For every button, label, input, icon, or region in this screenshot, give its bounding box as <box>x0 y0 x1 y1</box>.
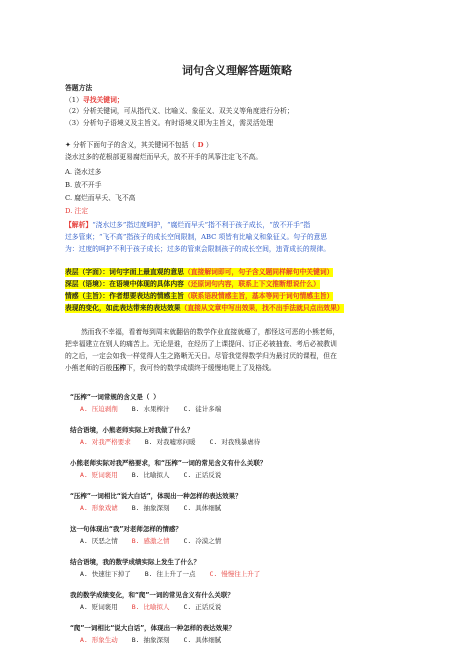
rule-deep-title: 深层（语境）：在语境中体现的具体内容 <box>65 280 184 288</box>
rule-emotion-note: （联系语段情感主旨，基本等同于词句情感主旨） <box>183 292 334 300</box>
example-option-d: D. 注定 <box>65 207 89 215</box>
question-7-options <box>80 602 235 611</box>
passage-line-4 <box>65 364 276 373</box>
question-5-option-b: B. 感激之情 <box>131 537 170 545</box>
question-8-text: “爬”一词相比“说大白话”，体现出一种怎样的表达效果？ <box>70 624 236 632</box>
rule-surface-title: 表层（字面）：词句字面上最直观的意思 <box>65 268 184 276</box>
question-3-options <box>80 470 235 479</box>
method-heading: 答题方法 <box>65 84 93 92</box>
passage-keyword: 压榨 <box>112 364 127 372</box>
question-7-option-a: A. 贬词褒用 <box>80 603 118 611</box>
question-2-options <box>80 437 274 446</box>
analysis-text-1: “浇水过多”指过度呵护，“腐烂而早夭”指不利于孩子成长，“放不开手”指 <box>92 221 311 229</box>
question-8-option-b: B. 抽象深刻 <box>131 636 170 644</box>
question-8-option-c: C. 具体细腻 <box>183 636 222 644</box>
question-1-option-a: A. 压迫剥削 <box>80 405 118 413</box>
method-step-1 <box>65 96 124 105</box>
example-option-c: C. 腐烂而早夭、飞不高 <box>65 194 136 202</box>
question-6-options <box>80 569 274 578</box>
rule-deep <box>65 280 320 289</box>
question-1-option-b: B. 水果榨汁 <box>131 405 170 413</box>
question-2-option-b: B. 对我嘘寒问暖 <box>144 438 196 446</box>
question-3-option-b: B. 比喻拟人 <box>131 471 170 479</box>
passage-line-1: 然而我不幸福，看着每到周末就翻倍的数学作业直接就瘪了，都怪这可恶的小熊老师， <box>81 328 340 336</box>
passage-line-4-post: 下，我可怜的数学成绩终于缓慢地爬上了及格线。 <box>126 364 276 372</box>
rule-surface-note: （直接解词即可，句子含义题同样解句中关键词） <box>183 268 334 276</box>
step-1-text: 寻找关键词； <box>82 96 124 104</box>
question-3-option-a: A. 贬词褒用 <box>80 471 118 479</box>
passage-line-4-pre: 小熊老师的百般 <box>65 364 113 372</box>
question-8-options <box>80 635 235 644</box>
question-6-text: 结合语境，我的数学成绩实际上发生了什么？ <box>70 558 200 566</box>
page-title: 词句含义理解答题策略 <box>182 64 292 77</box>
question-4-option-b: B. 抽象深刻 <box>131 504 170 512</box>
question-1-text: “压榨”一词常规的含义是（ ） <box>70 393 160 401</box>
analysis-line-3: 为：过度的呵护不利于孩子成长；过多的管束会限制孩子的成长空间，违背成长的规律。 <box>65 245 331 253</box>
passage-line-2: 把幸福建立在别人的痛苦上。无论是谁，在经历了上课提问、订正必被抽查、考后必被教训 <box>65 340 337 348</box>
example-sentence: 浇水过多的花根部更易腐烂而早夭，放不开手的风筝注定飞不高。 <box>65 153 263 161</box>
rule-effect <box>65 304 344 313</box>
analysis-tag: 【解析】 <box>65 221 93 229</box>
example-option-b: B. 放不开手 <box>65 181 102 189</box>
bullet-icon: ✦ <box>65 141 73 149</box>
step-1-number: （1） <box>65 96 83 104</box>
question-6-option-b: B. 往上升了一点 <box>144 570 196 578</box>
question-7-option-b: B. 比喻拟人 <box>131 603 170 611</box>
question-2-option-a: A. 对我严格要求 <box>80 438 131 446</box>
question-answer: D <box>195 141 206 149</box>
question-5-option-a: A. 厌恶之情 <box>80 537 118 545</box>
question-close: ） <box>205 141 213 149</box>
question-1-options <box>80 404 235 413</box>
question-4-text: “压榨”一词相比“说大白话”，体现出一种怎样的表达效果？ <box>70 492 242 500</box>
question-8-option-a: A. 形象生动 <box>80 636 118 644</box>
question-4-options <box>80 503 235 512</box>
question-6-option-c: C. 慢慢往上升了 <box>209 570 261 578</box>
question-6-option-a: A. 快速往下掉了 <box>80 570 131 578</box>
analysis-line-1 <box>65 221 310 230</box>
passage-line-3: 的之后，一定会如我一样觉得人生之路晰无天日。尽管我觉得数学归为最讨厌的课程，但在 <box>65 352 337 360</box>
example-option-a: A. 浇水过多 <box>65 168 102 176</box>
question-5-text: 这一句体现出“我”对老师怎样的情感？ <box>70 525 182 533</box>
question-2-option-c: C. 对我残暴虐待 <box>209 438 261 446</box>
method-step-2: （2）分析关键词，可从指代义、比喻义、象征义、双关义等角度进行分析； <box>65 107 294 115</box>
question-4-option-a: A. 形象戏谑 <box>80 504 118 512</box>
method-step-3: （3）分析句子语境义及主旨义。有时语境义即为主旨义，需灵活处理 <box>65 119 274 127</box>
question-3-text: 小熊老师实际对我严格要求，和“压榨”一词的常见含义有什么关联？ <box>70 459 267 467</box>
question-text: 分析下面句子的含义，其关键词不包括（ <box>72 141 196 149</box>
question-5-options <box>80 536 235 545</box>
question-7-option-c: C. 正话反说 <box>183 603 222 611</box>
example-question <box>65 141 213 150</box>
rule-effect-title: 表现的变化，如此表达带来的表达效果 <box>65 304 181 312</box>
question-2-text: 结合语境，小熊老师实际上对我做了什么？ <box>70 426 194 434</box>
question-5-option-c: C. 冷漠之情 <box>183 537 222 545</box>
rule-effect-note: （直接从文章中写出效果，找不出手法就只点出效果） <box>180 304 344 312</box>
analysis-line-2: 过多管束；“飞不高”指孩子的成长空间限制，ABC 项皆有比喻义和象征义。句子的意思 <box>65 233 328 241</box>
rule-emotion <box>65 292 333 301</box>
rule-deep-note: （还原词句内容，联系上下文推断想说什么） <box>183 280 320 288</box>
question-3-option-c: C. 正话反说 <box>183 471 222 479</box>
question-4-option-c: C. 具体细腻 <box>183 504 222 512</box>
question-7-text: 我的数学成绩变化，和“爬”一词的常见含义有什么关联？ <box>70 591 234 599</box>
rule-emotion-title: 情感（主旨）：作者想要表达的情感主旨 <box>65 292 184 300</box>
question-1-option-c: C. 徒计多端 <box>183 405 222 413</box>
rule-surface <box>65 268 333 277</box>
